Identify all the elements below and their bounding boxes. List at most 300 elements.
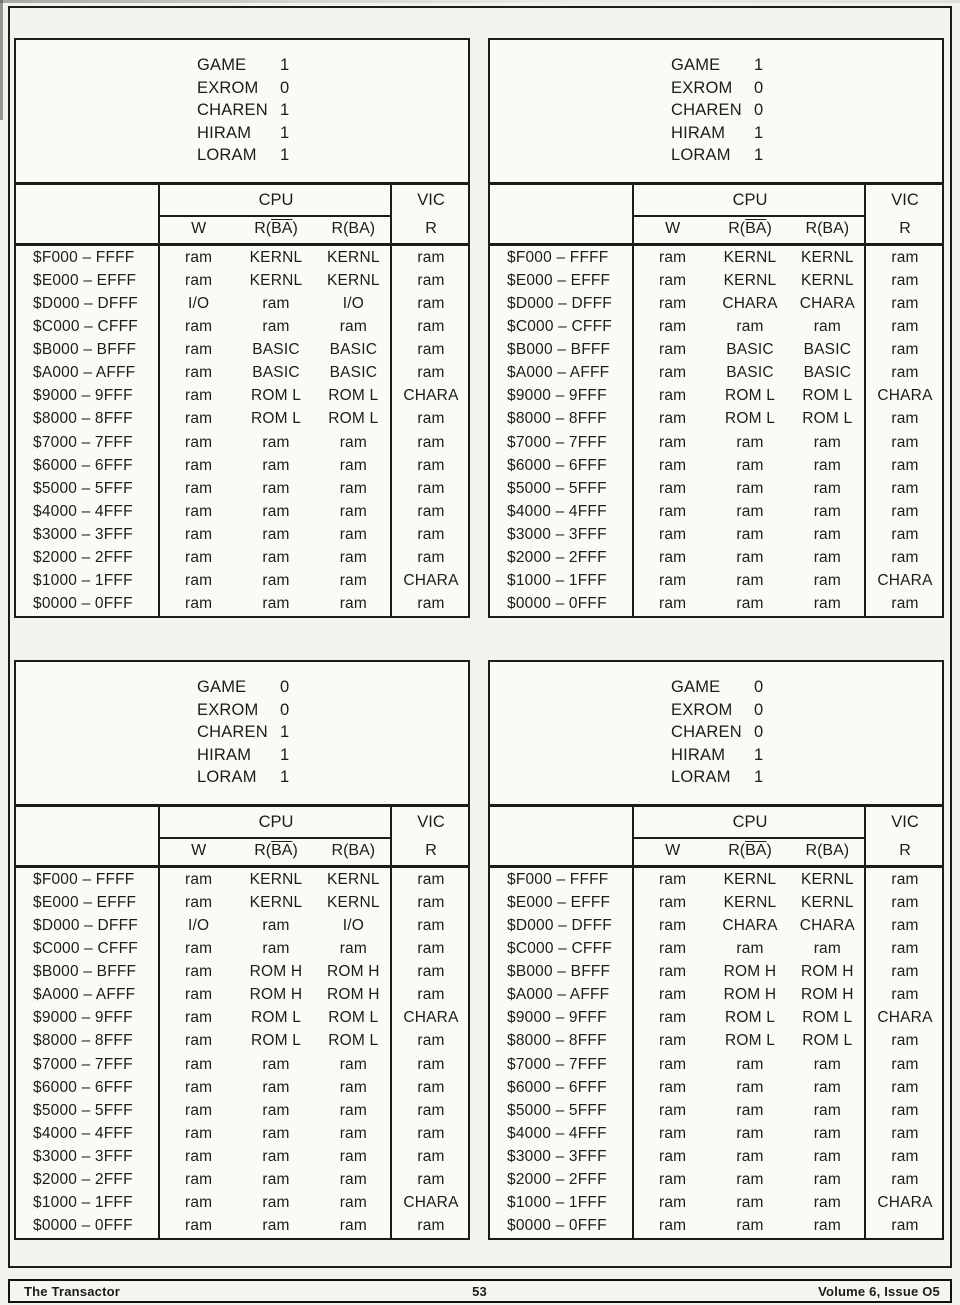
cpu-read-ba-cell: ram: [813, 1217, 841, 1235]
config-row: [197, 144, 468, 167]
config-row: [197, 744, 468, 767]
column-divider: [632, 185, 634, 616]
table-row: [490, 1146, 944, 1169]
vic-read-cell: ram: [891, 963, 919, 981]
address-range-cell: $3000 – 3FFF: [507, 526, 607, 544]
cpu-read-ba-cell: ROM L: [328, 1009, 379, 1027]
table-row: [16, 477, 470, 500]
col-r-not-ba-header: [237, 214, 314, 243]
cpu-read-ba-cell: BASIC: [803, 364, 852, 382]
address-range-cell: $6000 – 6FFF: [507, 1078, 607, 1096]
address-range-cell: $5000 – 5FFF: [507, 1101, 607, 1119]
address-range-cell: $0000 – 0FFF: [507, 595, 607, 613]
table-row: [490, 984, 944, 1007]
cpu-write-cell: ram: [185, 1055, 213, 1073]
cpu-write-cell: ram: [659, 1032, 687, 1050]
address-range-cell: $3000 – 3FFF: [507, 1148, 607, 1166]
cpu-read-not-ba-cell: ROM L: [250, 1032, 302, 1050]
cpu-read-ba-cell: ram: [813, 939, 841, 957]
address-range-cell: $A000 – AFFF: [33, 986, 136, 1004]
cpu-header: CPU: [160, 807, 392, 839]
table-row: [490, 477, 944, 500]
table-row: [16, 385, 470, 408]
cpu-write-cell: ram: [659, 1171, 687, 1189]
config-signal-value: 1: [280, 723, 290, 742]
vic-read-cell: ram: [417, 893, 445, 911]
footer-page-number: 53: [472, 1283, 487, 1299]
address-range-cell: $7000 – 7FFF: [33, 433, 133, 451]
cpu-read-not-ba-cell: BASIC: [726, 364, 774, 382]
cpu-read-not-ba-cell: ram: [736, 526, 764, 544]
table-row: [16, 1099, 470, 1122]
config-signal-label: CHAREN: [197, 723, 268, 742]
address-range-cell: $0000 – 0FFF: [33, 595, 133, 613]
cpu-write-cell: ram: [185, 317, 213, 335]
address-range-cell: $B000 – BFFF: [507, 963, 611, 981]
cpu-write-cell: ram: [659, 248, 687, 266]
config-block: [16, 662, 468, 807]
address-range-cell: $9000 – 9FFF: [507, 1009, 607, 1027]
vic-read-cell: ram: [417, 317, 445, 335]
address-range-cell: $2000 – 2FFF: [33, 549, 133, 567]
config-block: [490, 40, 942, 185]
header-row-columns: [16, 214, 468, 243]
table-row: [490, 362, 944, 385]
cpu-read-ba-cell: ram: [813, 572, 841, 590]
vic-read-cell: CHARA: [877, 1009, 933, 1027]
cpu-write-cell: ram: [185, 1124, 213, 1142]
address-range-cell: $F000 – FFFF: [507, 870, 609, 888]
cpu-write-cell: ram: [659, 1009, 687, 1027]
cpu-read-not-ba-cell: ROM H: [723, 986, 777, 1004]
col-r-header: R: [425, 220, 437, 237]
cpu-write-cell: ram: [659, 387, 687, 405]
cpu-read-not-ba-cell: ROM H: [249, 986, 303, 1004]
vic-read-cell: CHARA: [403, 1194, 459, 1212]
table-row: [16, 937, 470, 960]
table-row: [490, 961, 944, 984]
table-row: [490, 246, 944, 269]
cpu-read-ba-cell: KERNL: [326, 893, 380, 911]
table-row: [490, 500, 944, 523]
vic-read-cell: CHARA: [877, 1194, 933, 1212]
table-row: [16, 315, 470, 338]
memory-map-table: [14, 38, 470, 618]
col-r-not-ba-header: [237, 836, 314, 865]
config-signal-label: EXROM: [197, 78, 259, 97]
header-row-groups: [16, 807, 468, 836]
page-border: [8, 6, 952, 1268]
vic-read-cell: ram: [417, 1148, 445, 1166]
col-r-header: R: [899, 220, 911, 237]
cpu-read-ba-cell: ram: [813, 502, 841, 520]
cpu-write-cell: ram: [185, 502, 213, 520]
address-range-cell: $C000 – CFFF: [507, 317, 612, 335]
cpu-read-not-ba-cell: ram: [262, 1217, 290, 1235]
cpu-write-cell: ram: [659, 963, 687, 981]
column-divider: [390, 185, 392, 616]
config-row: [671, 144, 942, 167]
vic-read-cell: CHARA: [877, 387, 933, 405]
vic-read-cell: ram: [891, 549, 919, 567]
table-row: [16, 1007, 470, 1030]
cpu-read-ba-cell: ROM L: [802, 387, 853, 405]
cpu-write-cell: ram: [659, 364, 687, 382]
footer-volume-issue: Volume 6, Issue O5: [818, 1283, 940, 1299]
table-row: [490, 570, 944, 593]
config-signal-value: 1: [280, 56, 290, 74]
address-range-cell: $8000 – 8FFF: [33, 410, 133, 428]
table-row: [490, 1122, 944, 1145]
vic-read-cell: ram: [891, 456, 919, 474]
cpu-read-ba-cell: KERNL: [800, 271, 854, 289]
col-r-ba-header: R(BA): [331, 842, 376, 859]
cpu-read-ba-cell: ram: [339, 1055, 367, 1073]
cpu-read-not-ba-cell: ram: [736, 502, 764, 520]
cpu-write-cell: ram: [185, 341, 213, 359]
cpu-read-ba-cell: ram: [339, 317, 367, 335]
config-signal-label: HIRAM: [197, 123, 252, 142]
vic-read-cell: ram: [417, 916, 445, 934]
address-range-cell: $4000 – 4FFF: [33, 1124, 133, 1142]
col-r-header: R: [425, 842, 437, 859]
cpu-write-cell: ram: [185, 456, 213, 474]
vic-read-cell: ram: [891, 1124, 919, 1142]
vic-read-cell: ram: [891, 595, 919, 613]
header-spacer: [16, 807, 160, 839]
cpu-read-ba-cell: ROM H: [801, 963, 854, 981]
table-row: [490, 385, 944, 408]
cpu-write-cell: ram: [659, 410, 687, 428]
vic-read-cell: ram: [891, 364, 919, 382]
cpu-write-cell: I/O: [188, 294, 210, 312]
cpu-read-not-ba-cell: ram: [736, 572, 764, 590]
cpu-read-not-ba-cell: ROM H: [249, 963, 303, 981]
r-paren-close: ): [766, 842, 772, 859]
vic-read-cell: ram: [891, 433, 919, 451]
header-row-groups: [490, 807, 942, 836]
cpu-write-cell: ram: [185, 986, 213, 1004]
col-w-header: W: [665, 842, 681, 859]
address-range-cell: $0000 – 0FFF: [33, 1217, 133, 1235]
header-row-columns: [490, 836, 942, 865]
config-row: [671, 744, 942, 767]
cpu-read-not-ba-cell: ram: [262, 1171, 290, 1189]
table-row: [490, 1099, 944, 1122]
config-row: [197, 122, 468, 145]
cpu-read-ba-cell: ram: [813, 456, 841, 474]
cpu-write-cell: ram: [659, 1055, 687, 1073]
vic-read-cell: CHARA: [403, 387, 459, 405]
cpu-read-ba-cell: KERNL: [326, 870, 380, 888]
cpu-read-not-ba-cell: BASIC: [252, 364, 300, 382]
cpu-read-ba-cell: ram: [813, 1148, 841, 1166]
cpu-read-not-ba-cell: ROM L: [724, 1032, 776, 1050]
cpu-read-ba-cell: ram: [813, 1194, 841, 1212]
r-paren-open: R(: [254, 842, 272, 859]
vic-header: VIC: [417, 191, 445, 209]
table-row: [490, 1076, 944, 1099]
config-row: [671, 676, 942, 699]
footer-bar: [8, 1279, 952, 1303]
table-row: [490, 547, 944, 570]
cpu-read-ba-cell: ram: [339, 572, 367, 590]
address-range-cell: $A000 – AFFF: [507, 986, 610, 1004]
vic-read-cell: ram: [891, 939, 919, 957]
cpu-read-not-ba-cell: ROM H: [723, 963, 777, 981]
cpu-write-cell: ram: [659, 433, 687, 451]
config-row: [197, 676, 468, 699]
col-w-header: W: [191, 842, 207, 859]
cpu-read-ba-cell: KERNL: [800, 870, 854, 888]
cpu-write-cell: ram: [185, 1032, 213, 1050]
cpu-write-cell: ram: [185, 1217, 213, 1235]
cpu-write-cell: ram: [659, 1101, 687, 1119]
table-body: [490, 246, 942, 616]
table-row: [16, 1169, 470, 1192]
table-row: [490, 891, 944, 914]
config-signal-value: 1: [754, 745, 764, 764]
cpu-read-ba-cell: CHARA: [799, 916, 855, 934]
address-range-cell: $B000 – BFFF: [33, 341, 137, 359]
cpu-read-not-ba-cell: ram: [736, 1101, 764, 1119]
table-row: [490, 1169, 944, 1192]
config-signal-label: EXROM: [671, 700, 733, 719]
vic-read-cell: ram: [417, 939, 445, 957]
table-row: [16, 868, 470, 891]
cpu-read-ba-cell: ram: [339, 1078, 367, 1096]
address-range-cell: $4000 – 4FFF: [33, 502, 133, 520]
cpu-read-not-ba-cell: ram: [736, 1055, 764, 1073]
cpu-read-ba-cell: ram: [339, 939, 367, 957]
table-row: [490, 292, 944, 315]
col-r-not-ba-header: [711, 836, 788, 865]
config-row: [671, 99, 942, 122]
config-signal-value: 0: [754, 78, 764, 97]
address-range-cell: $0000 – 0FFF: [507, 1217, 607, 1235]
r-paren-close: ): [766, 220, 772, 237]
cpu-read-not-ba-cell: KERNL: [723, 248, 777, 266]
table-header: [16, 185, 468, 246]
cpu-read-not-ba-cell: BASIC: [252, 341, 300, 359]
table-row: [490, 593, 944, 616]
config-row: [671, 54, 942, 77]
config-signal-label: EXROM: [197, 700, 259, 719]
vic-read-cell: ram: [417, 986, 445, 1004]
vic-read-cell: ram: [891, 1032, 919, 1050]
footer-publication-name: The Transactor: [24, 1283, 120, 1299]
cpu-write-cell: ram: [659, 502, 687, 520]
table-row: [16, 269, 470, 292]
vic-read-cell: ram: [417, 410, 445, 428]
config-signal-value: 1: [754, 123, 764, 142]
address-range-cell: $6000 – 6FFF: [33, 1078, 133, 1096]
address-range-cell: $3000 – 3FFF: [33, 1148, 133, 1166]
vic-read-cell: ram: [891, 341, 919, 359]
cpu-read-not-ba-cell: ROM L: [250, 410, 302, 428]
config-row: [197, 721, 468, 744]
cpu-read-not-ba-cell: ram: [736, 479, 764, 497]
address-range-cell: $3000 – 3FFF: [33, 526, 133, 544]
r-paren-close: ): [292, 220, 298, 237]
cpu-read-not-ba-cell: ram: [262, 433, 290, 451]
cpu-read-ba-cell: ram: [813, 549, 841, 567]
config-signal-value: 0: [754, 101, 764, 120]
config-signal-value: 1: [754, 768, 764, 787]
vic-read-cell: CHARA: [877, 572, 933, 590]
config-row: [197, 766, 468, 789]
address-range-cell: $7000 – 7FFF: [33, 1055, 133, 1073]
cpu-read-not-ba-cell: ram: [262, 1055, 290, 1073]
column-divider: [390, 807, 392, 1238]
config-signal-label: EXROM: [671, 78, 733, 97]
config-row: [197, 54, 468, 77]
cpu-read-ba-cell: BASIC: [329, 341, 378, 359]
address-range-cell: $2000 – 2FFF: [507, 1171, 607, 1189]
memory-map-table: [14, 660, 470, 1240]
cpu-read-not-ba-cell: ram: [262, 502, 290, 520]
table-row: [16, 547, 470, 570]
config-signal-value: 0: [754, 678, 764, 696]
address-range-cell: $6000 – 6FFF: [33, 456, 133, 474]
config-signal-label: HIRAM: [197, 745, 252, 764]
vic-read-cell: ram: [891, 1171, 919, 1189]
cpu-read-not-ba-cell: ram: [262, 1194, 290, 1212]
config-signal-label: LORAM: [197, 146, 257, 165]
cpu-read-ba-cell: KERNL: [800, 248, 854, 266]
cpu-write-cell: ram: [659, 1078, 687, 1096]
cpu-write-cell: ram: [659, 1217, 687, 1235]
cpu-read-not-ba-cell: ram: [262, 549, 290, 567]
cpu-read-ba-cell: ram: [813, 433, 841, 451]
table-body: [490, 868, 942, 1238]
cpu-write-cell: ram: [185, 271, 213, 289]
cpu-read-ba-cell: ram: [339, 1101, 367, 1119]
header-spacer: [490, 214, 634, 243]
cpu-write-cell: ram: [659, 893, 687, 911]
vic-read-cell: ram: [891, 502, 919, 520]
vic-read-cell: ram: [417, 595, 445, 613]
col-w-header: W: [191, 220, 207, 237]
cpu-read-ba-cell: ROM L: [802, 1032, 853, 1050]
header-row-columns: [16, 836, 468, 865]
table-row: [490, 868, 944, 891]
table-row: [16, 1215, 470, 1238]
config-signal-value: 1: [280, 101, 290, 120]
vic-read-cell: ram: [891, 479, 919, 497]
header-spacer: [490, 185, 634, 217]
table-row: [490, 408, 944, 431]
table-row: [16, 1122, 470, 1145]
cpu-write-cell: ram: [185, 410, 213, 428]
cpu-write-cell: ram: [659, 341, 687, 359]
vic-read-cell: ram: [417, 1055, 445, 1073]
cpu-read-not-ba-cell: ram: [736, 1217, 764, 1235]
header-spacer: [490, 807, 634, 839]
table-row: [490, 524, 944, 547]
table-row: [490, 315, 944, 338]
vic-read-cell: ram: [891, 410, 919, 428]
ba-overline: $\overline{BA}$: [271, 220, 293, 237]
cpu-read-not-ba-cell: KERNL: [249, 248, 303, 266]
cpu-read-not-ba-cell: KERNL: [723, 893, 777, 911]
cpu-read-ba-cell: ROM H: [327, 963, 380, 981]
vic-read-cell: ram: [891, 317, 919, 335]
cpu-write-cell: ram: [185, 963, 213, 981]
cpu-write-cell: ram: [659, 479, 687, 497]
address-range-cell: $C000 – CFFF: [507, 939, 612, 957]
cpu-read-not-ba-cell: KERNL: [249, 870, 303, 888]
cpu-write-cell: ram: [185, 893, 213, 911]
cpu-write-cell: ram: [659, 595, 687, 613]
cpu-read-ba-cell: ram: [339, 549, 367, 567]
address-range-cell: $E000 – EFFF: [33, 893, 137, 911]
cpu-read-not-ba-cell: ram: [736, 1194, 764, 1212]
config-signal-label: CHAREN: [197, 101, 268, 120]
tables-grid: [10, 8, 950, 1266]
table-row: [490, 1053, 944, 1076]
vic-read-cell: ram: [417, 1078, 445, 1096]
ba-overline: $\overline{BA}$: [271, 842, 293, 859]
vic-read-cell: ram: [891, 893, 919, 911]
cpu-write-cell: ram: [185, 364, 213, 382]
cpu-write-cell: ram: [659, 1194, 687, 1212]
cpu-read-not-ba-cell: KERNL: [723, 870, 777, 888]
vic-read-cell: ram: [891, 1055, 919, 1073]
address-range-cell: $D000 – DFFF: [33, 294, 138, 312]
config-row: [197, 99, 468, 122]
cpu-read-ba-cell: ram: [339, 1124, 367, 1142]
cpu-read-ba-cell: ram: [813, 1101, 841, 1119]
config-row: [671, 721, 942, 744]
column-divider: [158, 807, 160, 1238]
header-row-groups: [16, 185, 468, 214]
cpu-write-cell: ram: [185, 433, 213, 451]
address-range-cell: $5000 – 5FFF: [507, 479, 607, 497]
config-signal-label: LORAM: [197, 768, 257, 787]
cpu-read-not-ba-cell: ram: [736, 595, 764, 613]
cpu-read-ba-cell: ram: [339, 502, 367, 520]
cpu-read-not-ba-cell: ram: [262, 595, 290, 613]
cpu-read-not-ba-cell: ram: [262, 1078, 290, 1096]
cpu-write-cell: ram: [659, 916, 687, 934]
table-row: [16, 454, 470, 477]
cpu-write-cell: ram: [185, 1171, 213, 1189]
address-range-cell: $C000 – CFFF: [33, 939, 138, 957]
table-header: [16, 807, 468, 868]
cpu-read-ba-cell: ram: [339, 526, 367, 544]
cpu-write-cell: ram: [659, 1148, 687, 1166]
vic-header: VIC: [891, 813, 919, 831]
cpu-read-ba-cell: ram: [339, 1171, 367, 1189]
cpu-read-not-ba-cell: ram: [262, 939, 290, 957]
cpu-read-not-ba-cell: ram: [262, 294, 290, 312]
cpu-read-not-ba-cell: CHARA: [722, 294, 778, 312]
cpu-read-not-ba-cell: ram: [736, 549, 764, 567]
config-signal-value: 1: [280, 146, 290, 165]
table-row: [490, 914, 944, 937]
vic-read-cell: ram: [417, 479, 445, 497]
address-range-cell: $8000 – 8FFF: [33, 1032, 133, 1050]
address-range-cell: $6000 – 6FFF: [507, 456, 607, 474]
config-signal-label: GAME: [671, 56, 721, 74]
cpu-read-not-ba-cell: ram: [736, 1171, 764, 1189]
cpu-read-ba-cell: ram: [339, 595, 367, 613]
vic-read-cell: ram: [891, 1217, 919, 1235]
cpu-read-ba-cell: I/O: [342, 294, 364, 312]
memory-map-table: [488, 38, 944, 618]
cpu-read-ba-cell: ROM L: [328, 387, 379, 405]
